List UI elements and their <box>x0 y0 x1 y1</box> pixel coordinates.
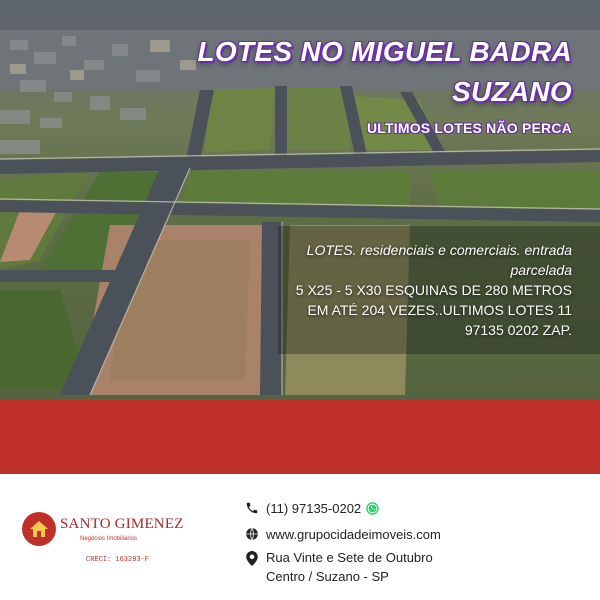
phone-row[interactable] <box>244 496 584 520</box>
website-row[interactable] <box>244 522 584 546</box>
address-row <box>244 548 584 586</box>
headline-line-2: SUZANO <box>451 76 572 107</box>
address-line-1: Rua Vinte e Sete de Outubro <box>266 550 433 565</box>
globe-icon <box>244 526 260 542</box>
red-band <box>0 400 600 474</box>
info-line-3: 5 X25 - 5 X30 ESQUINAS DE 280 METROS <box>295 282 572 298</box>
info-text <box>262 240 572 340</box>
info-line-1: LOTES. residenciais e comerciais. entrada <box>306 242 572 258</box>
brand-block <box>22 512 182 572</box>
info-line-4: EM ATÉ 204 VEZES..ULTIMOS LOTES 11 <box>307 302 572 318</box>
headline-line-1: LOTES NO MIGUEL BADRA <box>197 36 572 67</box>
footer <box>0 474 600 600</box>
brand-name: SANTO GIMENEZ <box>60 516 184 532</box>
brand-tagline: Negócios Imobiliários <box>80 536 138 542</box>
whatsapp-icon[interactable] <box>364 500 380 516</box>
info-line-2: parcelada <box>510 262 572 278</box>
address-line-2: Centro / Suzano - SP <box>266 569 389 584</box>
phone-icon <box>244 500 260 516</box>
creci-number: CRECI: 163293-F <box>86 556 150 564</box>
website-link[interactable]: www.grupocidadeimoveis.com <box>266 526 441 542</box>
info-line-5: 97135 0202 ZAP. <box>464 322 572 338</box>
headline <box>152 32 572 112</box>
contact-block <box>244 496 584 586</box>
subheadline: ULTIMOS LOTES NÃO PERCA <box>366 120 572 136</box>
phone-number[interactable]: (11) 97135-0202 <box>266 500 362 516</box>
house-icon <box>22 512 56 546</box>
map-pin-icon <box>244 550 260 566</box>
